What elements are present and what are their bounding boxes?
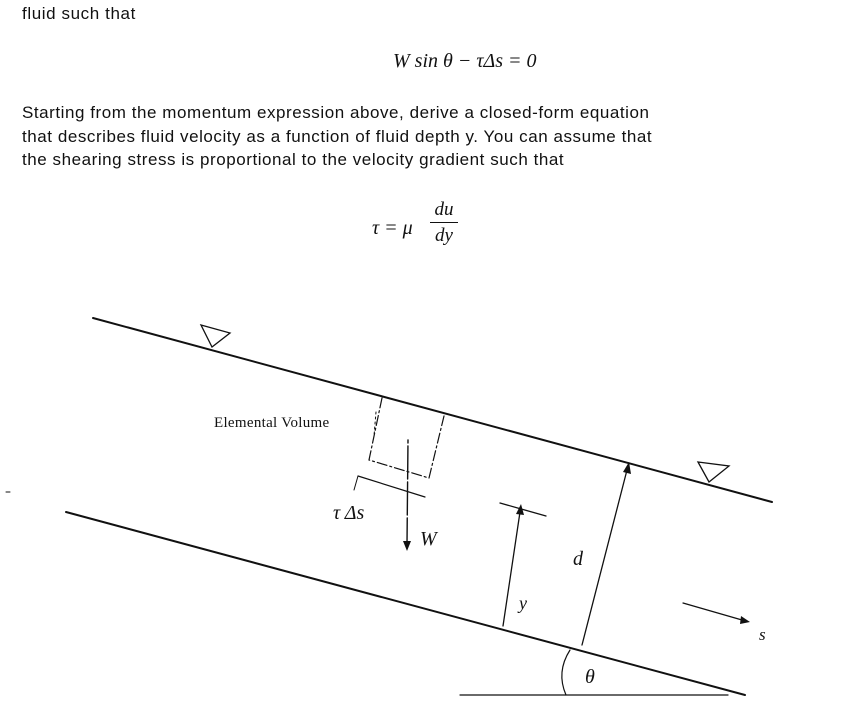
paragraph-line-1: Starting from the momentum expression above, derive a closed-form equation xyxy=(22,103,650,122)
weight-arrow-head-icon xyxy=(403,541,411,551)
depth-d-label: d xyxy=(573,548,583,570)
flow-direction-arrow-head-icon xyxy=(740,616,750,624)
weight-arrow-shaft xyxy=(407,440,408,544)
free-surface-line xyxy=(93,318,772,502)
elemental-volume-pointer xyxy=(374,412,376,436)
water-surface-marker-icon xyxy=(698,462,729,482)
intro-text: fluid such that xyxy=(22,4,136,23)
water-surface-marker-icon xyxy=(201,325,230,347)
depth-y-arrow-shaft xyxy=(503,512,520,626)
depth-y-label: y xyxy=(519,593,527,613)
shear-plane-line xyxy=(358,476,425,497)
flow-direction-arrow-shaft xyxy=(683,603,742,620)
shear-plane-tick xyxy=(354,476,358,490)
elemental-volume-label: Elemental Volume xyxy=(214,415,330,431)
fraction-denominator: dy xyxy=(435,225,453,246)
paragraph-line-3: the shearing stress is proportional to the velocity gradient such that xyxy=(22,150,565,169)
shear-equation-lhs: τ = μ xyxy=(372,217,413,239)
depth-d-arrow-shaft xyxy=(582,470,627,645)
paragraph-line-2: that describes fluid velocity as a function of fluid depth y. You can assume that xyxy=(22,126,653,146)
theta-label: θ xyxy=(585,666,595,688)
momentum-equation-text: W sin θ − τΔs = 0 xyxy=(393,50,537,72)
weight-label: W xyxy=(420,528,437,550)
fraction-numerator: du xyxy=(434,199,454,220)
theta-angle-arc xyxy=(562,650,570,695)
channel-bed-line xyxy=(66,512,745,695)
shear-force-label: τ Δs xyxy=(333,502,365,524)
flow-direction-label: s xyxy=(759,625,766,644)
